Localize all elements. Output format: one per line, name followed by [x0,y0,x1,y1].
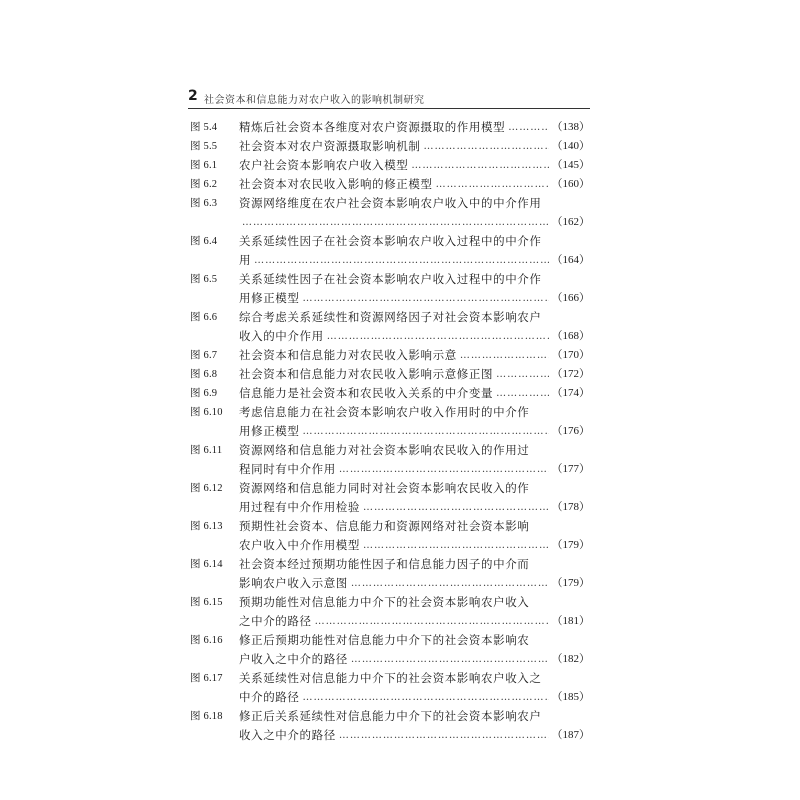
figure-number: 图 5.5 [190,141,218,152]
page-number: 2 [188,88,198,104]
page-reference: （185） [551,691,590,703]
leader-dots [339,726,549,745]
figure-list [190,118,590,745]
entry-line [190,327,590,346]
figure-title: 修正后关系延续性对信息能力中介下的社会资本影响农户 [239,709,542,723]
page-reference: （177） [551,463,590,475]
page-reference: （166） [551,292,590,304]
entry-line [190,707,590,726]
page-reference: （179） [551,577,590,589]
figure-title: 关系延续性因子在社会资本影响农户收入过程中的中介作 [239,272,542,286]
entry-line [190,726,590,745]
list-item[interactable] [190,118,590,137]
figure-number: 图 6.4 [190,236,218,247]
figure-number: 图 6.16 [190,635,223,646]
figure-title: 关系延续性对信息能力中介下的社会资本影响农户收入之 [239,671,542,685]
figure-title: 社会资本对农民收入影响的修正模型 [239,177,433,191]
entry-line [190,175,590,194]
entry-line [190,517,590,536]
figure-number: 图 6.12 [190,483,223,494]
figure-title: 收入的中介作用 [239,329,324,343]
figure-title: 社会资本经过预期功能性因子和信息能力因子的中介而 [239,557,530,571]
list-item[interactable] [190,194,590,232]
leader-dots [411,156,548,175]
leader-dots [363,536,549,555]
leader-dots [303,422,549,441]
figure-number: 图 6.6 [190,312,218,323]
figure-title: 社会资本和信息能力对农民收入影响示意 [239,348,457,362]
entry-line [190,346,590,365]
leader-dots [303,688,549,707]
figure-title: 用修正模型 [239,291,300,305]
page-reference: （138） [551,121,590,133]
figure-number: 图 6.13 [190,521,223,532]
figure-number: 图 6.15 [190,597,223,608]
figure-title: 收入之中介的路径 [239,728,336,742]
entry-line [190,118,590,137]
entry-line [190,289,590,308]
entry-line [190,251,590,270]
figure-title: 社会资本和信息能力对农民收入影响示意修正图 [239,367,494,381]
entry-line [190,631,590,650]
list-item[interactable] [190,403,590,441]
page-reference: （178） [551,501,590,513]
list-item[interactable] [190,441,590,479]
figure-number: 图 6.7 [190,350,218,361]
page-reference: （145） [551,159,590,171]
list-item[interactable] [190,270,590,308]
figure-number: 图 6.2 [190,179,218,190]
page-reference: （179） [551,539,590,551]
figure-number: 图 5.4 [190,122,218,133]
entry-line [190,194,590,213]
figure-title: 中介的路径 [239,690,300,704]
list-item[interactable] [190,346,590,365]
figure-title: 信息能力是社会资本和农民收入关系的中介变量 [239,386,494,400]
figure-number: 图 6.9 [190,388,218,399]
entry-line [190,574,590,593]
figure-number: 图 6.11 [190,445,223,456]
page-header [188,88,590,109]
leader-dots [436,175,549,194]
page-reference: （162） [551,216,590,228]
figure-title: 修正后预期功能性对信息能力中介下的社会资本影响农 [239,633,530,647]
entry-line [190,270,590,289]
list-item[interactable] [190,631,590,669]
leader-dots [351,574,549,593]
page-reference: （170） [551,349,590,361]
leader-dots [496,365,548,384]
entry-line [190,669,590,688]
figure-title: 农户社会资本影响农户收入模型 [239,158,409,172]
figure-number: 图 6.1 [190,160,218,171]
leader-dots [327,327,549,346]
entry-line [190,403,590,422]
figure-number: 图 6.5 [190,274,218,285]
entry-line [190,688,590,707]
figure-number: 图 6.17 [190,673,223,684]
entry-line [190,422,590,441]
list-item[interactable] [190,156,590,175]
entry-line [190,536,590,555]
running-title: 社会资本和信息能力对农户收入的影响机制研究 [204,95,425,106]
leader-dots [242,213,549,232]
figure-title: 预期功能性对信息能力中介下的社会资本影响农户收入 [239,595,530,609]
leader-dots [339,460,549,479]
figure-title: 用 [239,253,252,267]
page-reference: （164） [551,254,590,266]
page-reference: （174） [551,387,590,399]
entry-line [190,650,590,669]
leader-dots [496,384,548,403]
figure-title: 资源网络和信息能力对社会资本影响农民收入的作用过 [239,443,530,457]
entry-line [190,612,590,631]
list-item[interactable] [190,137,590,156]
figure-title: 农户收入中介作用模型 [239,538,360,552]
entry-line [190,479,590,498]
figure-number: 图 6.18 [190,711,223,722]
page-reference: （172） [551,368,590,380]
figure-title: 资源网络和信息能力同时对社会资本影响农民收入的作 [239,481,530,495]
list-item[interactable] [190,555,590,593]
page-reference: （181） [551,615,590,627]
figure-title: 影响农户收入示意图 [239,576,348,590]
figure-title: 预期性社会资本、信息能力和资源网络对社会资本影响 [239,519,530,533]
figure-number: 图 6.10 [190,407,223,418]
entry-line [190,384,590,403]
figure-title: 社会资本对农户资源摄取影响机制 [239,139,421,153]
leader-dots [254,251,548,270]
entry-line [190,593,590,612]
entry-line [190,441,590,460]
entry-line [190,213,590,232]
leader-dots [460,346,549,365]
list-item[interactable] [190,175,590,194]
figure-title: 户收入之中介的路径 [239,652,348,666]
list-item[interactable] [190,232,590,270]
entry-line [190,137,590,156]
leader-dots [424,137,549,156]
figure-title: 精炼后社会资本各维度对农户资源摄取的作用模型 [239,120,506,134]
page-reference: （140） [551,140,590,152]
page-reference: （176） [551,425,590,437]
figure-title: 用修正模型 [239,424,300,438]
entry-line [190,365,590,384]
page-reference: （182） [551,653,590,665]
leader-dots [315,612,549,631]
list-item[interactable] [190,365,590,384]
leader-dots [508,118,548,137]
leader-dots [303,289,549,308]
page-reference: （187） [551,729,590,741]
list-item[interactable] [190,479,590,517]
list-item[interactable] [190,707,590,745]
entry-line [190,156,590,175]
figure-title: 用过程有中介作用检验 [239,500,360,514]
list-item[interactable] [190,308,590,346]
figure-title: 考虑信息能力在社会资本影响农户收入作用时的中介作 [239,405,530,419]
figure-number: 图 6.3 [190,198,218,209]
list-item[interactable] [190,384,590,403]
entry-line [190,555,590,574]
figure-title: 之中介的路径 [239,614,312,628]
list-item[interactable] [190,593,590,631]
entry-line [190,460,590,479]
entry-line [190,232,590,251]
page-reference: （160） [551,178,590,190]
figure-title: 综合考虑关系延续性和资源网络因子对社会资本影响农户 [239,310,542,324]
figure-number: 图 6.14 [190,559,223,570]
entry-line [190,308,590,327]
list-item[interactable] [190,517,590,555]
figure-number: 图 6.8 [190,369,218,380]
figure-title: 关系延续性因子在社会资本影响农户收入过程中的中介作 [239,234,542,248]
entry-line [190,498,590,517]
leader-dots [363,498,549,517]
leader-dots [351,650,549,669]
figure-title: 资源网络维度在农户社会资本影响农户收入中的中介作用 [239,196,542,210]
figure-title: 程同时有中介作用 [239,462,336,476]
page-reference: （168） [551,330,590,342]
list-item[interactable] [190,669,590,707]
